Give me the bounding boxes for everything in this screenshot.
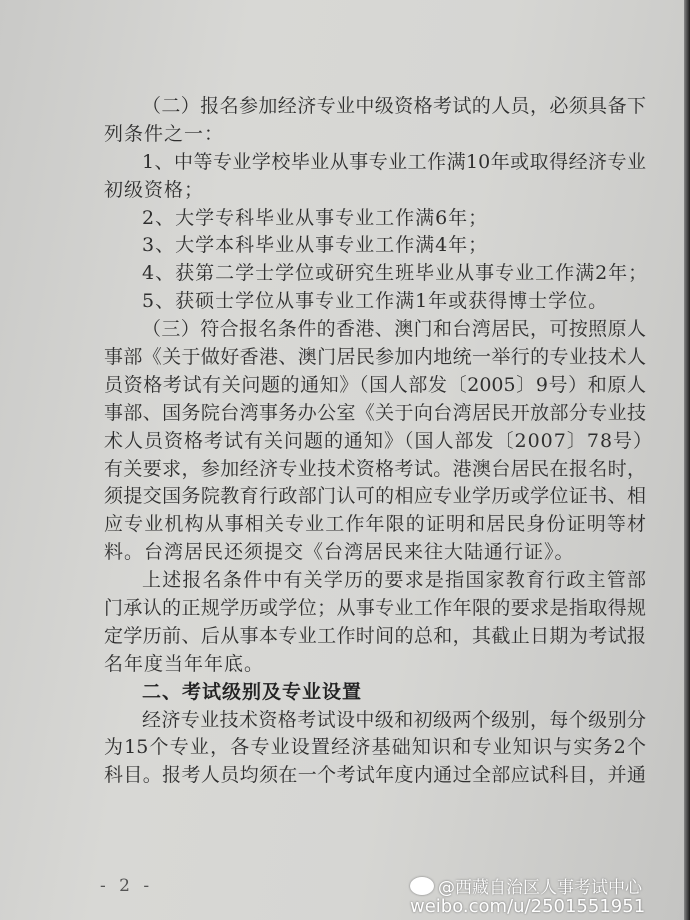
text-line: 上述报名条件中有关学历的要求是指国家教育行政主管部 <box>142 569 646 592</box>
text-line: 4、获第二学士学位或研究生班毕业从事专业工作满2年； <box>142 262 649 285</box>
text-line: 应专业机构从事相关专业工作年限的证明和居民身份证明等材 <box>104 513 646 536</box>
text-line: 定学历前、后从事本专业工作时间的总和，其截止日期为考试报 <box>104 624 646 647</box>
page-number: - 2 - <box>100 876 154 896</box>
text-line: （三）符合报名条件的香港、澳门和台湾居民，可按照原人 <box>142 318 646 341</box>
document-body <box>104 93 654 790</box>
text-line: 初级资格； <box>104 178 205 201</box>
text-line: 术人员资格考试有关问题的通知》（国人部发〔2007〕78号） <box>104 429 654 452</box>
text-line: 事部、国务院台湾事务办公室《关于向台湾居民开放部分专业技 <box>104 401 646 424</box>
photo-edge <box>684 0 690 920</box>
text-line: 列条件之一： <box>104 122 225 145</box>
text-line: （二）报名参加经济专业中级资格考试的人员，必须具备下 <box>142 95 646 117</box>
watermark-handle: @西藏自治区人事考试中心 <box>438 878 642 898</box>
text-line: 为15个专业，各专业设置经济基础知识和专业知识与实务2个 <box>104 736 646 759</box>
section-heading: 二、考试级别及专业设置 <box>142 680 363 703</box>
text-line: 3、大学本科毕业从事专业工作满4年； <box>142 234 489 257</box>
watermark <box>410 873 680 917</box>
text-line: 须提交国务院教育行政部门认可的相应专业学历或学位证书、相 <box>104 485 646 508</box>
text-line: 门承认的正规学历或学位；从事专业工作年限的要求是指取得规 <box>104 597 646 620</box>
text-line: 科目。报考人员均须在一个考试年度内通过全部应试科目，并通 <box>104 764 646 787</box>
text-line: 2、大学专科毕业从事专业工作满6年； <box>142 206 489 229</box>
text-line: 5、获硕士学位从事专业工作满1年或获得博士学位。 <box>142 290 609 313</box>
text-line: 名年度当年年底。 <box>104 652 265 675</box>
text-line: 经济专业技术资格考试设中级和初级两个级别，每个级别分 <box>142 708 646 731</box>
text-line: 料。台湾居民还须提交《台湾居民来往大陆通行证》。 <box>104 541 575 564</box>
watermark-url: weibo.com/u/2501551951 <box>410 896 646 917</box>
text-line: 有关要求，参加经济专业技术资格考试。港澳台居民在报名时， <box>104 457 646 480</box>
weibo-icon <box>410 877 434 895</box>
text-line: 事部《关于做好香港、澳门居民参加内地统一举行的专业技术人 <box>104 346 646 369</box>
text-line: 员资格考试有关问题的通知》（国人部发〔2005〕9号）和原人 <box>104 373 646 396</box>
text-line: 1、中等专业学校毕业从事专业工作满10年或取得经济专业 <box>142 150 646 173</box>
